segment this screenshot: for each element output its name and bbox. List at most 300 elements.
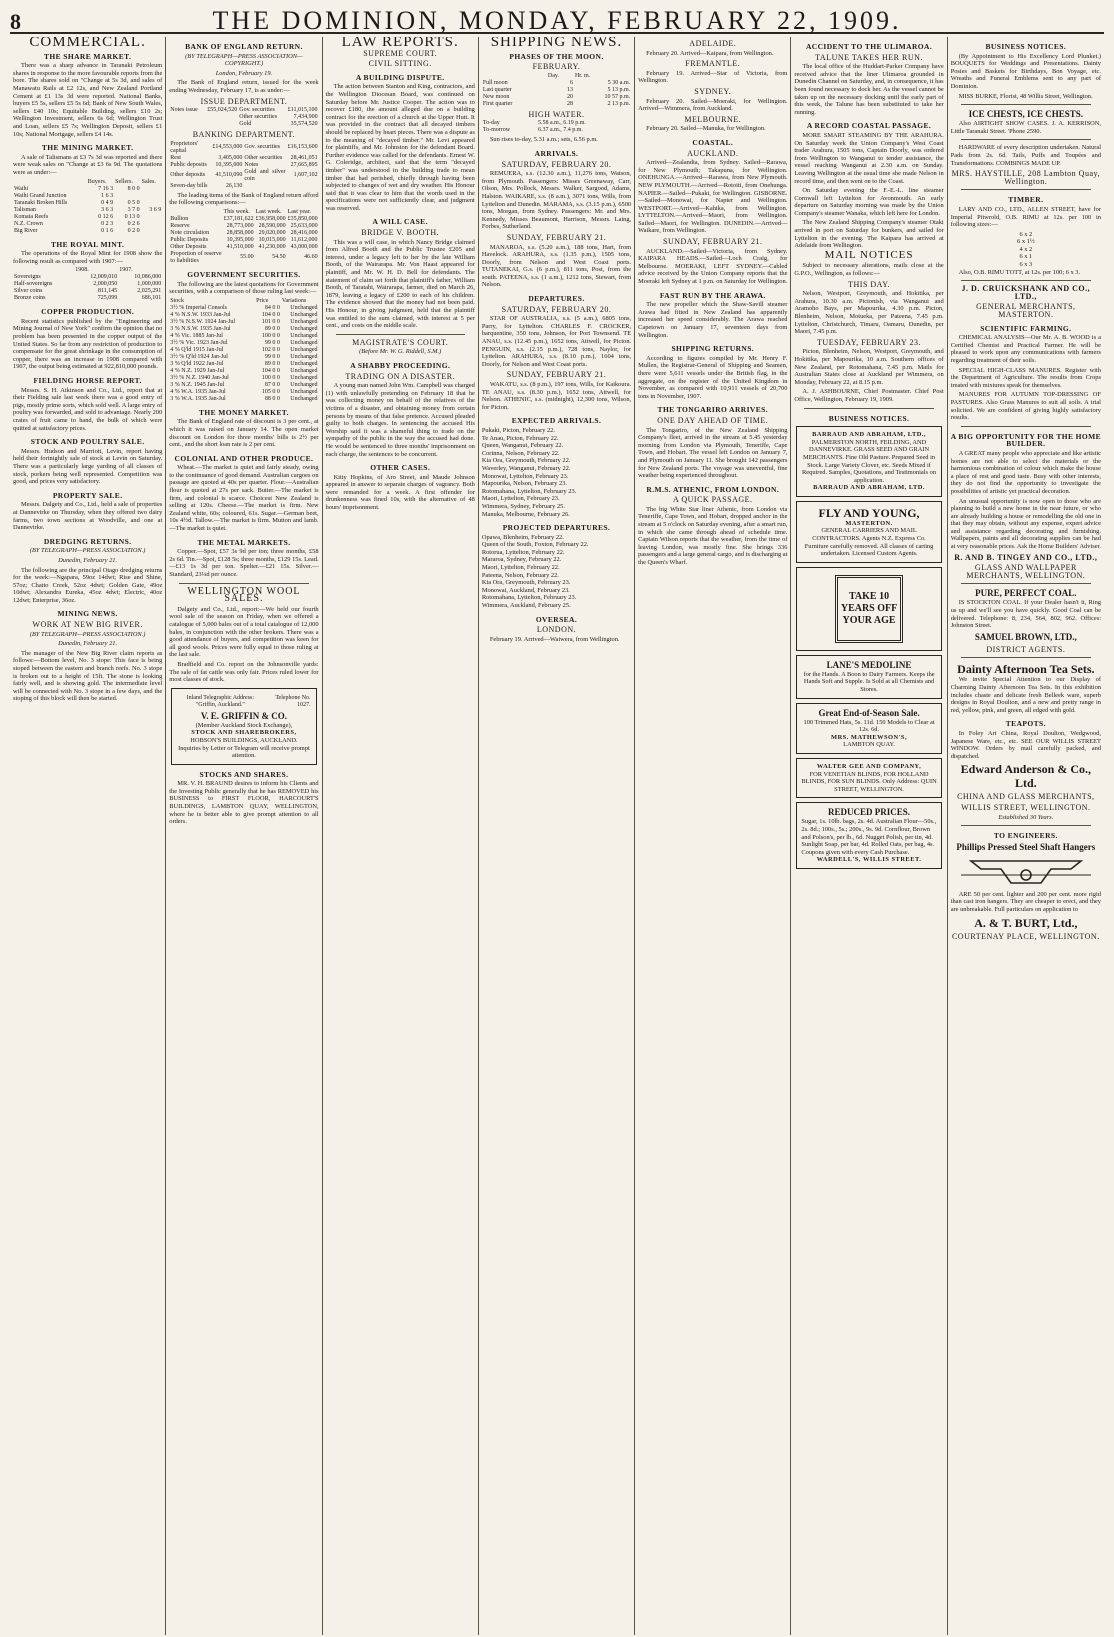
table-cell: 20 — [566, 93, 573, 100]
mining-market-head: THE MINING MARKET. — [41, 143, 134, 153]
table-cell: £55,024,520 — [207, 107, 238, 114]
timber-sizes — [951, 231, 1101, 269]
masthead — [10, 6, 1104, 34]
shabby-sub: TRADING ON A DISASTER. — [345, 371, 456, 381]
tinger-text: An unusual opportunity is now open to those who are planning to build a new home in the near future, or who are already building a house or remodelling the old one in that they may obtain, without any expense, expert advice and assistance regarding decorating and furnishing. Wallpapers, paints and all decorating supplies can be had at very reasonable prices. Ask the Home Builders' Adviser. — [950, 497, 1101, 551]
athenic-head: R.M.S. ATHENIC, FROM LONDON. — [646, 484, 780, 494]
table-cell: 5 30 a.m. — [607, 79, 631, 86]
griffin-desc: STOCK AND SHAREBROKERS, — [191, 729, 297, 737]
table-row — [169, 237, 318, 244]
table-cell: Seven-day bills — [170, 182, 208, 189]
table-cell: Komata Reefs — [14, 213, 49, 220]
table-cell: 35,574,520 — [290, 121, 318, 128]
table-header: Sellers. — [115, 178, 133, 185]
adelaide-head: ADELAIDE. — [689, 39, 737, 48]
mail-tuesday: TUESDAY, FEBRUARY 23. — [817, 337, 922, 347]
opportunity-text: A GREAT many people who appreciate and like artistic homes are not able to select the materials or the harmonious combination of colour which make the house a place of rest and good taste. Busy with other interests, they do not find the opportunity to investigate the possibilities of artistic yet practical decoration. — [950, 449, 1101, 495]
table-cell: 89 0 0 — [264, 360, 280, 367]
farming-text: CHEMICAL ANALYSIS—Our Mr. A. B. WOOD is a Certified Chemist and Practical Farmer. He will be pleased to work upon any communications with farmers regarding treatment of their soils. — [950, 334, 1101, 364]
table-cell: Proprietors' capital — [170, 140, 199, 154]
shabby-head: A SHABBY PROCEEDING. — [350, 360, 451, 370]
stock-sale-text: Messrs. Hudson and Marriott, Levin, report having held their fortnightly sale of stock at Levin on Saturday. There was a particularly large yarding of all classes of stock, porkers being well represented. Competition was good, and prices very satisfactory. — [13, 447, 163, 486]
table-row — [169, 375, 318, 382]
engineers-head: TO ENGINEERS. — [993, 831, 1058, 841]
timber-size: 6 x 2 — [1019, 230, 1033, 238]
fast-run-text: The new propeller which the Shaw-Savill steamer Arawa had fitted in New Zealand has apparently increased her speed considerably. The Arawa reached Capetown on January 17, seventeen days from Wellington. — [638, 301, 788, 339]
manures-text: SPECIAL HIGH-CLASS MANURES. Register with the Department of Agriculture. The results from Crops treated with mixtures speak for themselves. — [950, 366, 1101, 389]
table-header-row — [13, 179, 162, 186]
departures-text: STAR OF AUSTRALIA, s.s. (5 a.m.), 6805 tons, Parry, for Lyttelton. CHARLES F. CROCKER, barquentine, 350 tons, Johnson, for Port Townsend. TE ANAU, s.s. (12.45 p.m.), 1652 tons, Attwell, for Picton. PENGUIN, s.s. (2.15 p.m.), 728 tons, Naylor, for Lyttelton. ARAHURA, s.s. (8.10 p.m.), 1604 tons, Doorly, for Nelson and West Coast ports. — [481, 315, 632, 368]
table-cell: 3 % N.S.W. 1935 Jan-Jul — [170, 325, 231, 332]
reduced-head: REDUCED PRICES. — [828, 807, 911, 818]
share-market-text: There was a sharp advance in Taranaki Petroleum shares in response to the more favourable reports from the bore. The shares sold on "Change at 5s 3d, and sales of Manawatu Rails at £2 12s, and New Zealand Portland Cement at £1 13s 3d were reported. National Banks, buyers £5 5s, sellers £5 5s 6d; Bank of New South Wales, sellers £40 10s; Equitable Building, sellers £10 2s; Wellington Investment, sellers 6s 6d; Wellington Trust and Loan, sellers £5 7s; Wellington Deposit, sellers £1 10s; National Mortgage, sellers £4 14s. — [13, 62, 163, 138]
table-cell: Waihi Grand Junction — [14, 192, 67, 199]
tinger-name: R. AND B. TINGEY AND CO., LTD., — [954, 552, 1098, 562]
stocks-head: STOCKS AND SHARES. — [199, 769, 289, 779]
table-cell: 10,395,000 — [226, 236, 254, 243]
table-cell: 3 6 3 — [101, 206, 114, 213]
table-header — [482, 73, 547, 80]
boe-text: The Bank of England return, issued for the week ending Wednesday, February 17, is as under:— — [169, 79, 319, 94]
table-cell: 13 — [566, 86, 573, 93]
table-header: Last year. — [287, 208, 311, 215]
newspaper-title: THE DOMINION, MONDAY, FEBRUARY 22, 1909. — [212, 6, 902, 35]
column-shipping — [479, 37, 635, 1635]
coal-text: IS STOCKTON COAL. If your Dealer hasn't it, Ring us up and we'll see you have quickly. Good Coal can be delivered. Telephone: 8, 234, 564, 802, 962. Offices: Johnston Street. — [950, 599, 1101, 630]
dredging-text: The following are the principal Otago dredging returns for the week:—Ngapara, 59oz 14dwt; Rise and Shine, 57oz; Chatto Creek, 52oz 4dwt; Golden Gate, 49oz 10dwt; Alexandra Eureka, 45oz 4dwt; Electric, 40oz 12dwt; Enterprise, 36oz. — [13, 566, 163, 604]
list-item: Waverley, Wanganui, February 22. — [481, 464, 571, 472]
produce-head: COLONIAL AND OTHER PRODUCE. — [174, 453, 314, 463]
royal-mint-table — [13, 267, 162, 302]
table-header-row — [482, 73, 631, 80]
table-cell: Last quarter — [482, 86, 512, 93]
melbourne-text: February 20. Sailed—Manuka, for Wellington. — [646, 125, 766, 133]
mail-this-day: THIS DAY. — [848, 279, 890, 289]
sunday-text: AUCKLAND.—Sailed—Victoria, from Sydney. KAIPARA HEADS.—Sailed—Loch Craig, for Melbourne. MOERAKI, LEFT SYDNEY.—Cabled advice received by the Union Company reports that the Moeraki left Sydney at 1 p.m. on Saturday for Wellington. — [638, 247, 788, 286]
table-row — [482, 101, 631, 108]
opportunity-head: A BIG OPPORTUNITY FOR THE HOME BUILDER. — [950, 431, 1101, 449]
gov-securities-table — [169, 298, 318, 403]
coastal-text: Arrived—Zealandia, from Sydney. Sailed—Rarawa, for New Plymouth; Takapuna, for Wellington. ONEHUNGA.—Arrived—Rarawa, from New Plymouth. NEW PLYMOUTH.—Arrived—Rotoiti, from Onehunga. NAPIER.—Sailed—Pukaki, for Wellington. GISBORNE.—Sailed—Monowai, for Napier and Wellington. WESTPORT.—Arrived—Kahika, from Wellington. LYTTELTON.—Arrived—Maori, from Wellington. Sailed—Maori, for Wellington. DUNEDIN.—Arrived—Waikare, from Wellington. — [638, 159, 788, 235]
page-number: 8 — [10, 9, 21, 34]
barraud-text: PALMERSTON NORTH, FEILDING, AND DANNEVIRKE. GRASS SEED AND GRAIN MERCHANTS. Fine Old Pasture. Prepared Seed in Stock. Large Variety Clover, etc. Seeds Mixed if Required. Samples, Quotations, and Testimonials on application. — [802, 438, 937, 484]
table-cell: New moon — [482, 93, 510, 100]
reduced-name: WARDELL'S, WILLIS STREET. — [816, 856, 922, 864]
table-cell: 41,510,000 — [226, 243, 254, 250]
anderson-sub: CHINA AND GLASS MERCHANTS, — [957, 792, 1095, 802]
table-row — [169, 389, 318, 396]
sale-text: 100 Trimmed Hats, 5s. 11d. 150 Models to Clear at 12s. 6d. — [803, 718, 935, 734]
list-item: Manuka, Melbourne, February 26. — [481, 510, 570, 518]
table-cell: 3,405,000 — [218, 154, 243, 161]
table-cell: 1,607,102 — [293, 172, 318, 179]
overseas-text: February 19. Arrived—Waiwera, from Wellington. — [489, 635, 620, 643]
fast-run-head: FAST RUN BY THE ARAWA. — [659, 290, 766, 300]
table-cell: Taranaki Broken Hills — [14, 199, 68, 206]
table-cell: Unchanged — [290, 388, 318, 395]
table-header: Sales. — [141, 178, 156, 185]
table-cell: 811,145 — [97, 288, 118, 295]
table-cell: 41,230,000 — [258, 243, 286, 250]
table-cell: 105 0 0 — [261, 388, 280, 395]
table-cell: Bullion — [170, 215, 189, 222]
table-cell: £37,181,622 — [223, 215, 254, 222]
list-item: Kia Ora, Greymouth, February 23. — [481, 579, 571, 587]
tongariro-head: THE TONGARIRO ARRIVES. — [657, 405, 768, 415]
table-row — [169, 354, 318, 361]
table-cell: 7,434,900 — [293, 114, 318, 121]
copper-text: Recent statistics published by the "Engineering and Mining Journal of New York" confirm the opinion that no problem has been presented in the copper output of the United States. So far from any restriction of production to compensate for the great shrinkage in the consumption of copper, there was an increase in 1908 compared with 1907, the output being estimated at 922,810,000 pounds. — [13, 317, 163, 371]
list-item: Queen of the South, Foxton, February 22. — [481, 541, 589, 549]
civil-sitting-head: CIVIL SITTING. — [368, 59, 432, 69]
mail-notices-text: Subject to necessary alterations, mails close at the G.P.O., Wellington, as follows:— — [794, 262, 944, 278]
boe-head: BANK OF ENGLAND RETURN. — [185, 42, 303, 51]
arrivals-sat-text: REMUERA, s.s. (12.30 a.m.), 11,276 tons, Watson, from Plymouth. Passengers: Misses Greenaway, Carr, Olson, Mrs. Pollock, Messrs. Walker, Sargood, Adams, Halston. WAIKARE, s.s. (8 a.m.), 3071 tons, Wills, from Lyttelton and Dunedin. MARAMA, s.s. (3.15 p.m.), 6500 tons, Morgan, from Sydney. Passengers: Mr. and Mrs. Kennedy, Misses Beaumont, Harrison, Messrs. Laing, Forbes, Sutherland. — [481, 170, 632, 231]
table-cell: 101 0 0 — [261, 318, 280, 325]
melbourne-head: MELBOURNE. — [684, 114, 742, 124]
table-cell: Inland Telegraphic Address: — [186, 694, 255, 701]
table-cell: £14,553,000 — [212, 144, 243, 151]
tinger-sub: GLASS AND WALLPAPER MERCHANTS, WELLINGTON. — [966, 563, 1086, 580]
mining-quotes-table — [13, 179, 162, 235]
table-cell: 55.00 — [240, 254, 254, 261]
table-cell: £36,958,000 — [255, 215, 286, 222]
property-sale-head: PROPERTY SALE. — [52, 490, 123, 500]
fielding-head: FIELDING HORSE REPORT. — [33, 376, 142, 386]
gee-name: WALTER GEE AND COMPANY, — [816, 763, 922, 770]
table-cell: Notes — [244, 161, 259, 168]
list-item: Pateena, Nelson, February 22. — [481, 571, 559, 579]
table-row — [169, 251, 318, 265]
autumn-text: MANURES FOR AUTUMN TOP-DRESSING OF PASTURES. Also Grass Manures to suit all soils. A trial solicited. We are confident of giving highly satisfactory results. — [950, 391, 1101, 422]
table-cell: First quarter — [482, 100, 513, 107]
shipping-returns-head: SHIPPING RETURNS. — [671, 344, 755, 354]
table-cell: 3½ % Vic. 1923 Jan-Jul — [170, 339, 228, 346]
mail-foot: A. J. ASHBOURNE, Chief Postmaster. Chief Post Office, Wellington, February 19, 1909. — [794, 388, 944, 403]
mail-tuesday-text: Picton, Blenheim, Nelson, Westport, Greymouth, and Hokitika, per Mapourika, 10 a.m. Southern offices of New Zealand, per Rotomahana, 7.45 p.m. Mails for Australian States close at Auckland per Wimmera, on Monday, February 22, at 8.15 p.m. — [794, 348, 944, 386]
table-cell: 99 0 0 — [264, 339, 280, 346]
tongariro-text: The Tongariro, of the New Zealand Shipping Company's fleet, arrived in the stream at 5.45 yesterday morning from London via Plymouth, Teneriffe, Cape Town, and Hobart. The vessel left London on January 7, and Plymouth on January 11. She brought 142 passengers for New Zealand ports. The voyage was uneventful, fine weather being experienced throughout. — [638, 426, 788, 480]
table-cell: 8 0 0 — [127, 185, 140, 192]
table-cell: 5 13 p.m. — [607, 86, 631, 93]
list-item: Rotomahana, Lyttelton, February 23. — [481, 594, 577, 602]
table-cell: 25,633,000 — [290, 222, 318, 229]
table-cell: 11,612,000 — [290, 236, 318, 243]
boe-date: London, February 19. — [215, 69, 273, 77]
burt-name: A. & T. BURT, Ltd., — [974, 915, 1078, 930]
projected-head: PROJECTED DEPARTURES. — [502, 523, 611, 533]
table-cell: 1027. — [297, 701, 311, 708]
table-cell: To-day — [482, 120, 500, 127]
table-cell: Unchanged — [290, 318, 318, 325]
coastal-head: COASTAL. — [692, 137, 734, 147]
table-row — [169, 244, 318, 251]
table-cell: Telephone No. — [275, 694, 311, 701]
magistrate-sub: (Before Mr. W. G. Riddell, S.M.) — [359, 348, 442, 356]
moon-table — [482, 73, 631, 108]
list-item: Monowai, Lyttelton, February 23. — [481, 472, 569, 480]
column-notices — [791, 37, 947, 1635]
table-cell: Notes issue — [170, 107, 198, 114]
shaft-hanger-illustration — [951, 857, 1101, 887]
building-dispute-head: A BUILDING DISPUTE. — [355, 72, 445, 82]
table-cell: Proportion of reserve to liabilities — [170, 250, 222, 264]
departures-sat: SATURDAY, FEBRUARY 20. — [501, 304, 612, 314]
table-header: Last week. — [255, 208, 282, 215]
table-cell: Gov. securities — [244, 144, 280, 151]
table-row — [169, 368, 318, 375]
gov-securities-head: GOVERNMENT SECURITIES. — [187, 269, 301, 279]
mining-news-text: The manager of the New Big River claim reports as follows:—Bottom level, No. 3 stope: This face is being stoped between the eastern and branch reefs. No. 3 stope is broken out to a height of 15ft. The stone is looking fairly well, and is showing gold. The intermediate level will be connected with No. 3 stope in a few days, and the stoping of this block will then be started. — [13, 649, 163, 703]
other-cases-text: Kitty Hopkins, of Aro Street, and Maude Johnson appeared in answer to separate charges of vagrancy. Both were remanded for a week. A first offender for drunkenness was fined 10s, with the alternative of 48 hours' imprisonment. — [325, 473, 475, 512]
burt-addr: COURTENAY PLACE, WELLINGTON. — [951, 931, 1100, 941]
table-cell: 10,086,000 — [134, 274, 162, 281]
wool-sales-head: WELLINGTON WOOL SALES. — [187, 585, 301, 605]
column-shipping-cont — [635, 37, 791, 1635]
table-header: Stock — [170, 297, 184, 304]
table-cell: Reserve — [170, 222, 190, 229]
list-item: Kia Ora, Greymouth, February 22. — [481, 457, 571, 465]
table-cell: 3 7 0 — [127, 206, 140, 213]
table-cell: 10,015,000 — [258, 236, 286, 243]
table-cell: Gold and silver coin — [244, 168, 286, 182]
table-header: Variations — [281, 297, 307, 304]
table-cell: Unchanged — [290, 374, 318, 381]
tea-sets-head: Dainty Afternoon Tea Sets. — [957, 662, 1095, 677]
table-cell: 2 13 p.m. — [607, 100, 631, 107]
coastal-auckland: AUCKLAND. — [687, 148, 739, 158]
mail-notices-head: MAIL NOTICES — [824, 248, 914, 261]
list-item: Te Anau, Picton, February 22. — [481, 434, 559, 442]
table-header-row — [169, 298, 318, 305]
timber-head: TIMBER. — [1008, 195, 1044, 205]
table-cell: Rest — [170, 154, 181, 161]
sale-addr: LAMBTON QUAY. — [843, 741, 895, 749]
fly-young-name: FLY AND YOUNG, — [818, 505, 920, 520]
table-cell: Other securities — [244, 154, 283, 161]
barraud-name: BARRAUD AND ABRAHAM, LTD., — [812, 431, 927, 439]
timber-text: LARY AND CO., LTD., ALLEN STREET, have for Imperial Pitwrold, O.B. RIMU at 12s. per 100 in following sizes:— — [950, 205, 1101, 229]
table-cell: 28,461,051 — [290, 154, 318, 161]
sydney-head: SYDNEY. — [694, 86, 732, 96]
moon-phases-head: PHASES OF THE MOON. — [509, 51, 604, 61]
lanes-text: for the Hands. A Boon to Dairy Farmers. Keeps the Hands Soft and Supple. Is Sold at all Chemists and Stores. — [803, 670, 935, 694]
table-cell: Other deposits — [170, 172, 206, 179]
samuel-sub: DISTRICT AGENTS. — [986, 644, 1066, 654]
table-row — [13, 186, 162, 193]
table-row — [169, 347, 318, 354]
table-cell: 0 5 0 — [127, 199, 140, 206]
sunday-head: SUNDAY, FEBRUARY 21. — [663, 237, 763, 247]
table-row — [13, 207, 162, 214]
timber-size: 6 x 1½ — [1017, 238, 1035, 246]
table-cell: Unchanged — [290, 325, 318, 332]
table-cell: 6 — [569, 79, 573, 86]
table-cell — [243, 183, 286, 190]
gee-advert — [796, 758, 941, 798]
list-item: Wimmera, Auckland, February 25. — [481, 602, 571, 610]
table-cell: £35,850,000 — [287, 215, 318, 222]
table-cell — [141, 193, 163, 200]
table-row — [169, 223, 318, 230]
table-cell — [287, 183, 319, 190]
ice-chests-head: ICE CHESTS, ICE CHESTS. — [968, 109, 1083, 120]
table-cell: 28,416,000 — [290, 229, 318, 236]
griffin-name: V. E. GRIFFIN & CO. — [200, 710, 287, 721]
table-cell: Note circulation — [170, 229, 210, 236]
barraud-advert — [796, 426, 941, 497]
boe-byline: (BY TELEGRAPH—PRESS ASSOCIATION—COPYRIGHT.) — [185, 52, 303, 68]
gov-securities-text: The following are the latest quotations for Government securities, with a comparison of those ruling last week:— — [169, 280, 319, 296]
table-cell: Full moon — [482, 79, 508, 86]
table-row — [13, 193, 162, 200]
table-row — [13, 214, 162, 221]
table-cell — [141, 214, 163, 221]
moon-month: FEBRUARY. — [532, 62, 581, 72]
table-cell: 10,395,000 — [215, 161, 243, 168]
table-cell: 3½ % Imperial Consols — [170, 304, 227, 311]
table-row — [482, 87, 631, 94]
table-cell: 27,665,895 — [290, 161, 318, 168]
table-cell: Big River — [14, 227, 38, 234]
projected-list — [482, 534, 631, 610]
anderson-name: Edward Anderson & Co., Ltd. — [960, 762, 1091, 791]
boe-compare-table — [169, 209, 318, 265]
table-cell — [169, 114, 202, 121]
bouquet-text: (By Appointment to His Excellency Lord Plunket.) BOUQUETS for Weddings and Presentations. Dainty Posies and Baskets for Birthdays, Bon Voyage, etc. Wreaths and Funeral Emblems sent to any part of Dominion. — [950, 52, 1101, 90]
shipping-title: SHIPPING NEWS. — [490, 37, 623, 50]
table-cell: 54.50 — [272, 254, 286, 261]
boe-issue-head: ISSUE DEPARTMENT. — [200, 96, 288, 106]
column-business-notices — [948, 37, 1104, 1635]
table-cell: 99 0 0 — [264, 353, 280, 360]
table-cell — [202, 121, 238, 128]
table-cell: N.Z. Crown — [14, 220, 43, 227]
table-cell: £16,153,600 — [287, 144, 318, 151]
table-cell: 0 2 0 — [127, 227, 140, 234]
table-cell: 28,858,000 — [226, 229, 254, 236]
table-row — [169, 216, 318, 223]
shabby-text: A young man named John Wm. Campbell was charged (1) with unlawfully pretending on February 18 that he was collecting money on behalf of the relatives of the victims of a disaster, and obtaining money from certain persons by means of that false pretence. Accused pleaded guilty to both charges. In sentencing the accused His Worship said it was a shameful thing to trade on the sympathy of the public in the way the accused had done. He would be sentenced to three months' imprisonment on each charge, the sentences to be concurrent. — [325, 382, 475, 458]
table-row — [482, 80, 631, 87]
table-cell: Unchanged — [290, 395, 318, 402]
griffin-foot: Inquiries by Letter or Telegram will receive prompt attention. — [178, 744, 310, 760]
tea-sets-text: We invite Special Attention to our Display of Charming Dainty Afternoon Tea Sets. In this exhibition includes chaste and delicate fresh Belleek ware, superb designs in Royal Doulton, and a new and pretty range in red, yellow, pink, and green, all edged with gold. — [950, 676, 1101, 714]
table-row — [169, 169, 318, 183]
anderson-addr: WILLIS STREET, WELLINGTON. — [961, 802, 1091, 812]
list-item: Pukaki, Picton, February 22. — [481, 426, 555, 434]
sale-name: MRS. MATHEWSON'S, — [831, 733, 908, 741]
will-case-sub: BRIDGE V. BOOTH. — [361, 228, 440, 238]
table-cell: Waihi — [14, 185, 29, 192]
columns — [10, 37, 1104, 1635]
table-cell — [169, 121, 202, 128]
table-cell: 4 % Q'ld 1915 Jan-Jul — [170, 346, 224, 353]
arrivals-sun: SUNDAY, FEBRUARY 21. — [506, 232, 607, 242]
table-row — [169, 121, 318, 128]
braund-text: MR. V. H. BRAUND desires to inform his Clients and the Investing Public generally that he has REMOVED his BUSINESS to FIRST FLOOR, HARCOURT'S BUILDINGS, LAMBTON QUAY, WELLINGTON, where he is better able to give prompt attention to all orders. — [169, 780, 319, 826]
list-item: Wimmera, Sydney, February 25. — [481, 502, 565, 510]
expected-list — [482, 427, 631, 518]
mining-market-text: A sale of Talismans at £3 7s 3d was reported and there were weak sales on "Change at £3 6s 9d. The quotations were as under:— — [13, 153, 163, 176]
ice-chests-text: Also AIRTIGHT SHOW CASES. J. A. KERRISON, Little Taranaki Street. 'Phone 2590. — [950, 120, 1101, 135]
table-row — [482, 127, 631, 134]
boe-issue-table — [169, 107, 318, 128]
table-row — [176, 702, 311, 709]
table-row — [169, 141, 318, 155]
table-row — [169, 155, 318, 162]
griffin-advert — [171, 688, 316, 765]
table-cell: 43,000,000 — [290, 243, 318, 250]
table-row — [169, 107, 318, 114]
table-header: Day. — [547, 72, 559, 79]
table-cell — [141, 200, 163, 207]
list-item: Rotorua, Lyttelton, February 22. — [481, 548, 565, 556]
table-row — [169, 326, 318, 333]
table-row — [482, 120, 631, 127]
table-header: Hr. m. — [574, 72, 591, 79]
table-cell: 104 0 0 — [261, 311, 280, 318]
table-cell: £11,015,100 — [287, 107, 318, 114]
table-cell: Gov. securities — [239, 107, 275, 114]
royal-mint-text: The operations of the Royal Mint for 1908 show the following result as compared with 1907:— — [13, 250, 163, 265]
column-commercial — [10, 37, 166, 1635]
table-header: 1907. — [119, 267, 133, 274]
property-sale-text: Messrs. Dalgety and Co., Ltd., held a sale of properties at Dannevirke on Thursday, when they offered two dairy farms, two town sections at Woodville, and one at Dannevirke. — [13, 501, 163, 532]
lanes-advert — [796, 655, 941, 699]
table-row — [13, 281, 162, 288]
table-row — [13, 288, 162, 295]
timber-foot: Also, O.B. RIMU TOTT, at 12s. per 100; 6 x 3. — [958, 268, 1081, 276]
table-cell: 46.60 — [304, 254, 318, 261]
table-cell: Unchanged — [290, 304, 318, 311]
lanes-head: LANE'S MEDOLINE — [826, 659, 912, 670]
royal-mint-head: THE ROYAL MINT. — [50, 239, 125, 249]
table-header-row — [169, 209, 318, 216]
table-cell: Public deposits — [170, 161, 207, 168]
timber-size: 4 x 2 — [1019, 245, 1033, 253]
business-notices-title: BUSINESS NOTICES. — [985, 42, 1067, 51]
overseas-head: OVERSEA. — [535, 614, 578, 624]
cruickshank-name: J. D. CRUICKSHANK AND CO., LTD., — [961, 284, 1091, 301]
list-item: Mararoa, Sydney, February 22. — [481, 556, 562, 564]
table-row — [13, 200, 162, 207]
stock-sale-head: STOCK AND POULTRY SALE. — [30, 437, 145, 447]
wool-sales-text: Dalgety and Co., Ltd., report:—We held our fourth wool sale of the season on Friday, when we offered a catalogue of 5,000 bales out of a total catalogue of 12,000 bales, in conjunction with the other brokers. There was a good attendance of buyers, and competition was keen for all good wools. Prices were fully equal to those ruling at the last sale. — [169, 605, 319, 659]
table-header: Buyers. — [87, 178, 107, 185]
supreme-court-head: SUPREME COURT. — [363, 48, 438, 58]
accident-text: The local office of the Huddart-Parker Company have received advice that the liner Ulimaroa grounded in Dunedin Channel on Saturday, and, in consequence, it has been found necessary to dock her. As the vessel cannot be taken up on the necessary docking until the early part of this week, the Talune has been substituted to take her running. — [794, 63, 944, 116]
timber-size: 6 x 1 — [1019, 253, 1033, 261]
table-cell: 0 13 0 — [124, 213, 140, 220]
table-cell: Talisman — [14, 206, 36, 213]
table-cell: "Griffin, Auckland." — [195, 701, 245, 708]
kaipara-text: The New Zealand Shipping Company's steamer Otaki arrived in port on Saturday for bunkers, and sailed for Lyttelton in the evening. The Kaipara has arrived at Adelaide from Wellington. — [794, 219, 944, 250]
gee-text: FOR VENETIAN BLINDS, FOR HOLLAND BLINDS, FOR SUN BLINDS. Only Address: QUIN STREET, WELLINGTON. — [801, 770, 937, 793]
barraud-foot: BARRAUD AND ABRAHAM, LTD. — [813, 484, 925, 492]
table-header — [169, 209, 222, 216]
table-row — [176, 695, 311, 702]
table-row — [169, 396, 318, 403]
copper-head: COPPER PRODUCTION. — [41, 307, 135, 317]
teapots-head: TEAPOTS. — [1005, 719, 1046, 729]
list-item: Opawa, Blenheim, February 22. — [481, 533, 564, 541]
table-cell: 6.37 a.m., 7.4 p.m. — [537, 127, 583, 134]
table-row — [169, 230, 318, 237]
will-case-head: A WILL CASE. — [372, 217, 428, 227]
list-item: Corinna, Nelson, February 22. — [481, 449, 560, 457]
business-notices-head: BUSINESS NOTICES. — [828, 413, 910, 423]
